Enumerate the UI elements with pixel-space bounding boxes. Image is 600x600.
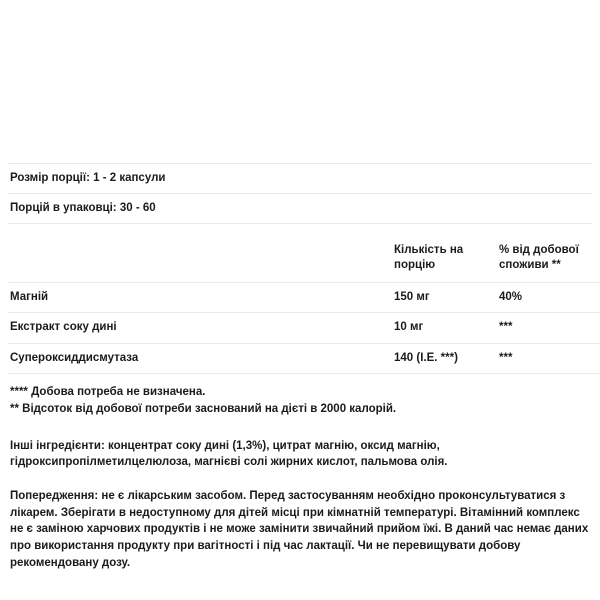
table-row [8, 343, 600, 374]
nutrient-facts-table [8, 243, 600, 375]
table-row [8, 164, 592, 194]
serving-info-table [8, 163, 592, 224]
nutrient-name: Екстракт соку дині [10, 321, 117, 334]
nutrient-amount: 150 мг [394, 290, 430, 303]
serving-size-label: Розмір порції: 1 - 2 капсули [10, 172, 166, 184]
nutrient-amount: 10 мг [394, 321, 424, 334]
footnote-daily-value-not-established: **** Добова потреба не визначена. [10, 386, 206, 399]
table-header-row [8, 243, 600, 283]
table-row [8, 193, 592, 223]
nutrient-name: Магній [10, 290, 49, 303]
footnotes-block [8, 374, 592, 417]
table-row [8, 313, 600, 344]
footnote-2000-calorie-diet: ** Відсоток від добової потреби заснований на дієті в 2000 калорій. [10, 403, 397, 416]
servings-per-container-label: Порцій в упаковці: 30 - 60 [10, 201, 156, 214]
nutrient-daily-value: *** [499, 351, 513, 364]
nutrient-daily-value: *** [499, 321, 513, 334]
column-header-daily-value: % від добової споживи ** [497, 243, 600, 283]
nutrient-daily-value: 40% [499, 290, 523, 303]
column-header-amount-per-serving: Кількість на порцію [392, 243, 497, 283]
nutrient-amount: 140 (I.E. ***) [394, 351, 458, 364]
nutrient-name: Супероксиддисмутаза [10, 351, 139, 364]
table-row [8, 282, 600, 313]
table-spacer [8, 224, 592, 243]
warning-text: Попередження: не є лікарським засобом. Перед застосуванням необхідно проконсультуватися з лікарем. Зберігати в недоступному для дітей місці при кімнатній температурі. Вітамінний комплекс не є заміною харчових продуктів і не може замінити звичайний прийом їжі. В даний час немає даних про використання продукту при вагітності і під час лактації. Чи не перевищувати добову рекомендовану дозу. [10, 490, 589, 569]
other-ingredients-text: Інші інгредієнти: концентрат соку дині (1,3%), цитрат магнію, оксид магнію, гідроксипропілметилцелюлоза, магнієві солі жирних кислот, пальмова олія. [10, 439, 448, 469]
column-header-nutrient [8, 243, 392, 283]
